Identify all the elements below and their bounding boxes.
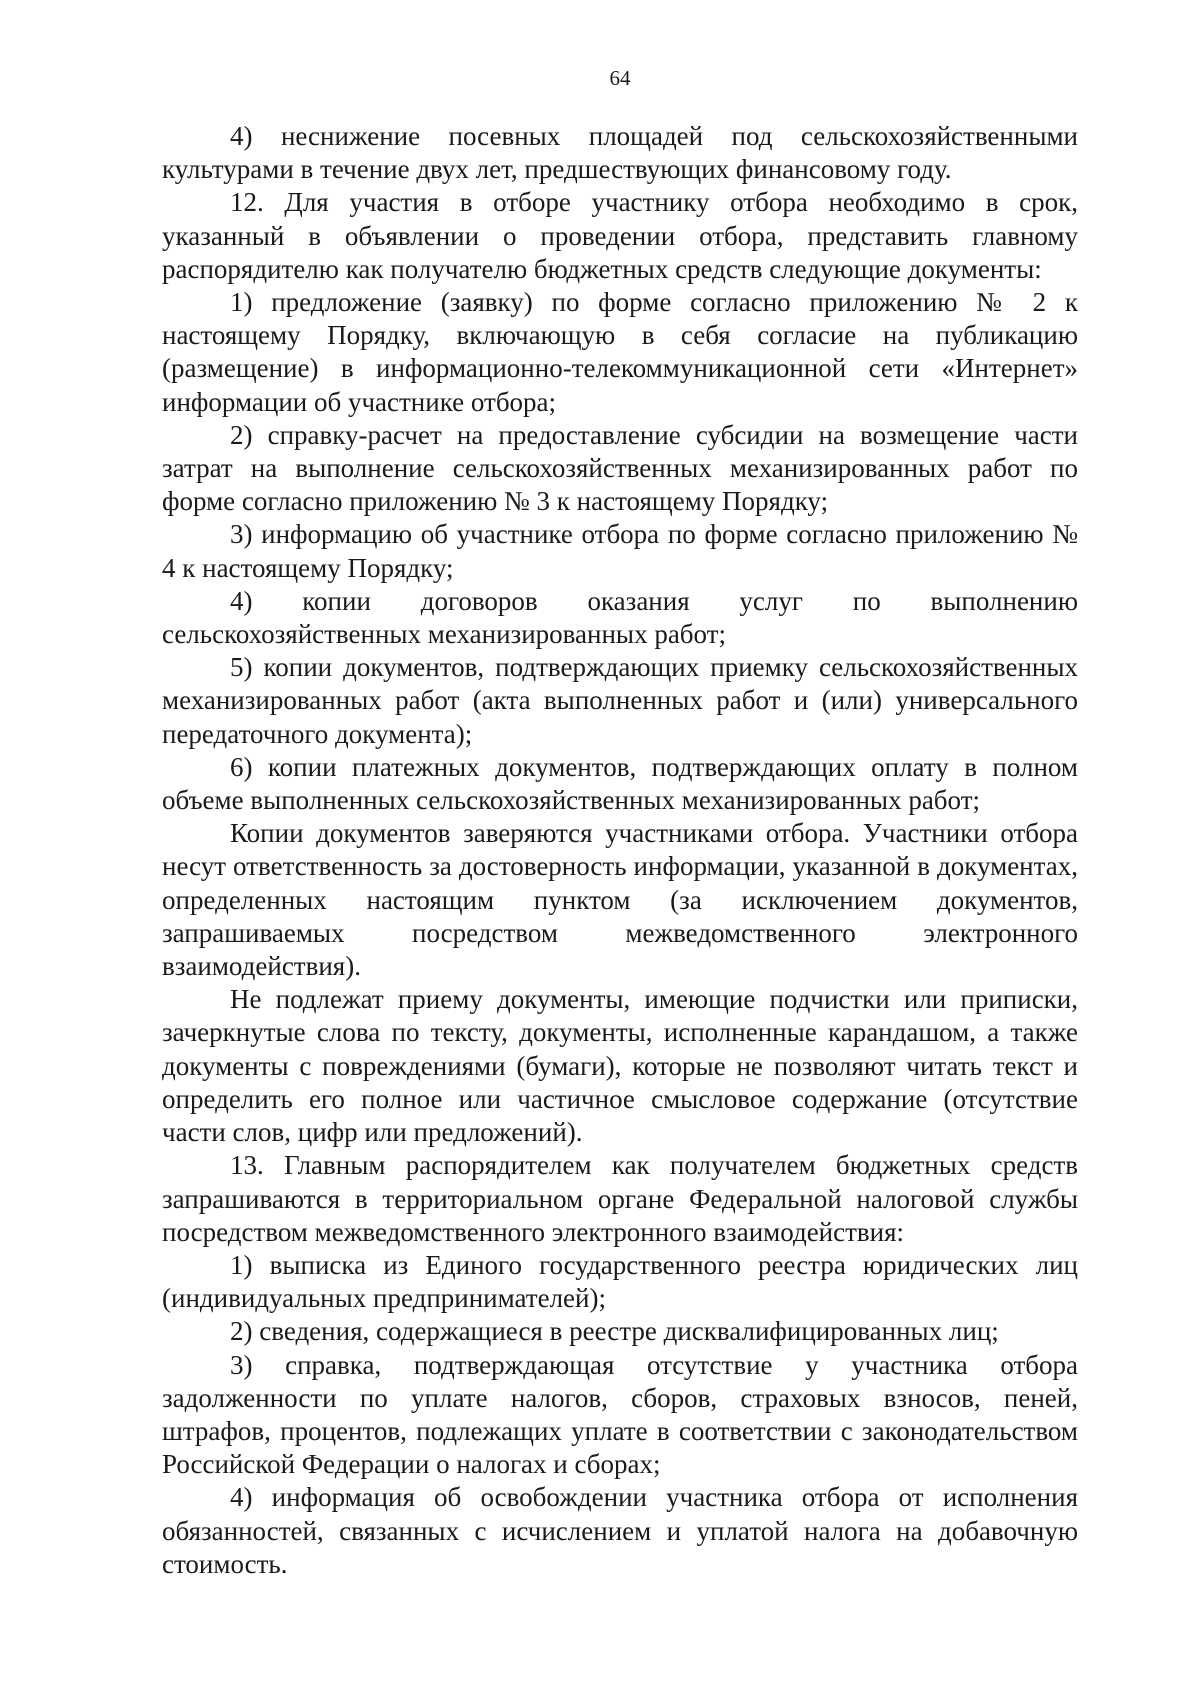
paragraph-12-item-6: 6) копии платежных документов, подтверждающих оплату в полном объеме выполненных сельскохозяйственных механизированных работ; <box>162 751 1078 816</box>
paragraph-13-item-1: 1) выписка из Единого государственного реестра юридических лиц (индивидуальных предпринимателей); <box>162 1249 1078 1314</box>
paragraph-12-item-2: 2) справку-расчет на предоставление субсидии на возмещение части затрат на выполнение сельскохозяйственных механизированных работ по форме согласно приложению № 3 к настоящему Порядку; <box>162 419 1078 517</box>
paragraph-13-item-3: 3) справка, подтверждающая отсутствие у участника отбора задолженности по уплате налогов, сборов, страховых взносов, пеней, штрафов, процентов, подлежащих уплате в соответствии с законодательством Российской Федерации о налогах и сборах; <box>162 1349 1078 1480</box>
paragraph-copies-certification: Копии документов заверяются участниками отбора. Участники отбора несут ответственность за достоверность информации, указанной в документах, определенных настоящим пунктом (за исключением документов, запрашиваемых посредством межведомственного электронного взаимодействия). <box>162 818 1078 982</box>
paragraph-13-item-4: 4) информация об освобождении участника отбора от исполнения обязанностей, связанных с исчислением и уплатой налога на добавочную стоимость. <box>162 1482 1078 1579</box>
paragraph-12-item-4: 4) копии договоров оказания услуг по выполнению сельскохозяйственных механизированных работ; <box>162 585 1078 650</box>
paragraph-12-item-1: 1) предложение (заявку) по форме согласно приложению № 2 к настоящему Порядку, включающую в себя согласие на публикацию (размещение) в информационно-телекоммуникационной сети «Интернет» информации об участнике отбора; <box>162 287 1078 417</box>
paragraph-12-item-3: 3) информацию об участнике отбора по форме согласно приложению № 4 к настоящему Порядку; <box>162 519 1078 583</box>
paragraph-section-13: 13. Главным распорядителем как получателем бюджетных средств запрашиваются в территориальном органе Федеральной налоговой службы посредством межведомственного электронного взаимодействия: <box>162 1150 1078 1247</box>
paragraph-section-12: 12. Для участия в отборе участнику отбора необходимо в срок, указанный в объявлении о проведении отбора, представить главному распорядителю как получателю бюджетных средств следующие документы: <box>162 187 1078 284</box>
paragraph-not-accepted: Не подлежат приему документы, имеющие подчистки или приписки, зачеркнутые слова по тексту, документы, исполненные карандашом, а также документы с повреждениями (бумаги), которые не позволяют читать текст и определить его полное или частичное смысловое содержание (отсутствие части слов, цифр или предложений). <box>162 984 1078 1148</box>
paragraph-12-item-5: 5) копии документов, подтверждающих приемку сельскохозяйственных механизированных работ (акта выполненных работ и (или) универсального передаточного документа); <box>162 652 1078 749</box>
page-number: 64 <box>609 66 631 90</box>
paragraph-item-4-sown-areas: 4) неснижение посевных площадей под сельскохозяйственными культурами в течение двух лет, предшествующих финансовому году. <box>162 121 1078 185</box>
paragraph-13-item-2: 2) сведения, содержащиеся в реестре дисквалифицированных лиц; <box>230 1316 999 1347</box>
